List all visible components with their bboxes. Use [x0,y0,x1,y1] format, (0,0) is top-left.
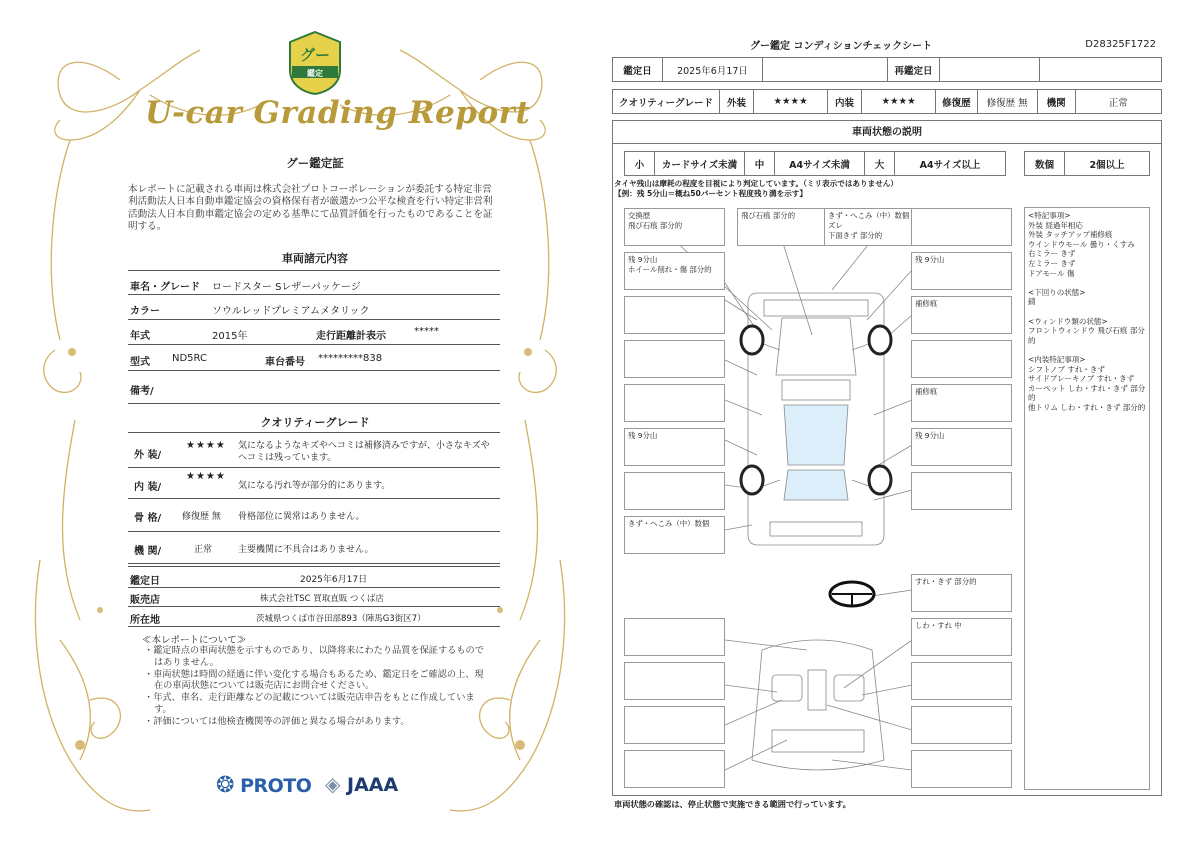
special-note: 外装 タッチアップ補修痕 [1028,230,1113,240]
window-notes [1028,317,1146,346]
address-row [128,607,500,627]
condition-box: 残 9分山 [911,428,1012,466]
interior-label: 内 装/ [134,482,162,493]
model-value: ND5RC [172,353,207,364]
repair-label: 修復歴 [936,90,978,114]
date-value: 2025年6月17日 [663,58,763,82]
windshield [784,405,848,465]
goo-kantei-emblem [286,30,344,96]
note-item: ・ 年式、車名、走行距離などの記載については販売店申告をもとに作成しています。 [144,692,489,716]
tire-note [614,179,898,199]
condition-box [911,340,1012,378]
special-note: ウインドウモール 曇り・くすみ [1028,239,1135,249]
year-label: 年式 [130,331,150,342]
steering-wheel-icon [830,582,874,606]
svg-text:グー: グー [299,46,331,64]
note-item: ・ 車両状態は時間の経過に伴い変化する場合もあるため、鑑定日をご確認の上、現在の車両状態については販売店にお問合せください。 [144,669,489,693]
sheet-title: グー鑑定 コンディションチェックシート [750,41,933,52]
proto-logo: ❂ PROTO [216,773,312,798]
inspection-date-label: 鑑定日 [130,576,160,587]
exterior-stars: ★★★★ [186,440,226,451]
inspection-date-row [128,566,500,588]
note-item: ・ 評価については他検査機関等の評価と異なる場合があります。 [144,716,489,728]
special-notes [1028,211,1146,278]
quality-grade-label: クオリティーグレード [613,90,720,114]
interior-notes-title: <内装特記事項> [1028,354,1086,364]
condition-box [624,706,725,744]
spec-section-title: 車両諸元内容 [282,252,348,265]
remarks-label: 備考/ [130,386,154,397]
engine-value: 正常 [1075,90,1161,114]
interior-note: シフトノブ すれ・きず [1028,364,1105,374]
dealer-label: 販売店 [130,595,160,606]
notes-title: ≪本レポートについて≫ [142,635,247,646]
condition-box: 交換歴 飛び石痕 部分的 [624,208,725,246]
quality-table [612,89,1162,114]
tire-front-left [741,326,763,354]
color-label: カラー [130,306,160,317]
notes-list [144,645,489,728]
size-large-desc: A4サイズ以上 [895,152,1006,176]
special-notes-title: <特記事項> [1028,211,1071,220]
frame-value: 修復歴 無 [182,512,221,522]
jaaa-logo-text: JAAA [347,774,399,796]
condition-box: きず・へこみ（中）数個 ズレ 下面きず 部分的 [824,208,925,246]
quality-row-engine [128,532,500,564]
chassis-value: *********838 [318,353,383,364]
chassis-label: 車台番号 [265,357,305,368]
spec-row-year [128,320,500,345]
engine-label: 機 関/ [134,546,162,557]
special-note: ドアモール 傷 [1028,268,1075,278]
tire-note-line: タイヤ残山は摩耗の程度を目視により判定しています。（ミリ表示ではありません） [614,179,898,188]
size-medium: 中 [745,152,775,176]
certificate-intro: 本レポートに記載される車両は株式会社プロトコーポレーションが委託する特定非営利活動法人日本自動車鑑定協会の資格保有者が厳選かつ公平な検査を行い特定非営利活動法人日本自動車鑑定協会の定める基準にて品質評価を行ったものであることを証明する。 [128,184,493,233]
under-note: 錆 [1028,297,1036,307]
condition-box [624,296,725,334]
certificate-subtitle: グー鑑定証 [286,156,344,170]
spec-row-remarks [128,371,500,404]
engine-text: 主要機関に不具合はありません。 [238,545,374,555]
exterior-label: 外装 [720,90,754,114]
tire-note-example: 【例：残 5分山＝概ね50パーセント程度残り溝を示す】 [614,189,807,198]
address-label: 所在地 [130,615,160,626]
interior-stars: ★★★★ [186,471,226,482]
tire-rear-right [869,466,891,494]
condition-box [911,472,1012,510]
size-small: 小 [625,152,655,176]
quality-row-frame [128,499,500,532]
year-value: 2015年 [212,331,248,342]
count-legend-table [1024,151,1150,176]
condition-box [624,750,725,788]
special-note: 右ミラー きず [1028,249,1076,259]
size-medium-desc: A4サイズ未満 [775,152,865,176]
under-notes [1028,288,1146,307]
spec-row-color [128,295,500,320]
emblem-text: 鑑定 [307,69,323,78]
size-legend-table [624,151,1006,176]
condition-box: しわ・すれ 中 [911,618,1012,656]
interior-notes [1028,355,1146,413]
special-note: 外装 経過年相応 [1028,220,1083,230]
jaaa-logo: ◈ JAAA [325,772,399,796]
condition-title: 車両状態の説明 [613,121,1161,144]
mileage-label: 走行距離計表示 [316,331,386,342]
condition-box: 飛び石痕 部分的 [737,208,838,246]
spec-row-name [128,270,500,295]
proto-logo-text: PROTO [240,775,312,797]
window-note: フロントウィンドウ 飛び石痕 部分的 [1028,326,1145,345]
exterior-label: 外 装/ [134,450,162,461]
remarks-panel [1024,207,1150,790]
dealer-row [128,588,500,607]
quality-section-title: クオリティーグレード [260,416,370,429]
condition-box [624,340,725,378]
dealer-value: 株式会社TSC 買取直販 つくば店 [260,594,384,604]
date-label: 鑑定日 [613,58,663,82]
condition-box: 補修痕 [911,296,1012,334]
date-table [612,57,1162,82]
size-small-desc: カードサイズ未満 [655,152,745,176]
condition-box [624,472,725,510]
count-label: 数個 [1025,152,1065,176]
report-script-title: U-car Grading Report [145,95,531,131]
window-notes-title: <ウィンドウ類の状態> [1028,316,1108,326]
under-notes-title: <下回りの状態> [1028,287,1086,297]
count-desc: 2個以上 [1065,152,1150,176]
frame-label: 骨 格/ [134,513,162,524]
condition-box [911,706,1012,744]
exterior-stars: ★★★★ [754,90,828,114]
special-note: 左ミラー きず [1028,258,1076,268]
engine-label: 機関 [1037,90,1075,114]
condition-box: すれ・きず 部分的 [911,574,1012,612]
frame-text: 骨格部位に異常はありません。 [238,512,365,522]
reinspect-label: 再鑑定日 [888,58,940,82]
condition-box: 残 9分山 ホイール削れ・傷 部分的 [624,252,725,290]
condition-box [911,208,1012,246]
tire-rear-left [741,466,763,494]
size-large: 大 [865,152,895,176]
interior-note: カーペット しわ・すれ・きず 部分的 [1028,383,1146,403]
color-value: ソウルレッドプレミアムメタリック [212,306,370,317]
condition-check-sheet [600,0,1200,848]
quality-row-interior [128,468,500,499]
sheet-id: D28325F1722 [1085,39,1156,50]
interior-note: 他トリム しわ・すれ・きず 部分的 [1028,402,1146,412]
reinspect-blank [1040,58,1162,82]
condition-box [624,618,725,656]
spec-row-model [128,345,500,371]
name-label: 車名・グレード [130,282,200,293]
tire-front-right [869,326,891,354]
repair-value: 修復歴 無 [977,90,1037,114]
address-value: 茨城県つくば市谷田部893（陣馬G3街区7） [256,614,426,624]
inspection-date-value: 2025年6月17日 [300,575,368,585]
mileage-value: ***** [414,326,439,337]
interior-label: 内装 [828,90,862,114]
condition-box [624,662,725,700]
reinspect-value [940,58,1040,82]
condition-box: 残 9分山 [911,252,1012,290]
engine-value: 正常 [194,545,213,555]
exterior-text: 気になるようなキズやヘコミは補修済みですが、小さなキズやヘコミは残っています。 [238,441,490,463]
quality-row-exterior [128,432,500,468]
sheet-footer-note: 車両状態の確認は、停止状態で実施できる範囲で行っています。 [614,799,851,809]
date-blank [763,58,888,82]
condition-box: 残 9分山 [624,428,725,466]
interior-note: サイドブレーキノブ すれ・きず [1028,374,1135,384]
name-value: ロードスター Sレザーパッケージ [212,282,361,293]
condition-box [911,750,1012,788]
condition-box [911,662,1012,700]
interior-stars: ★★★★ [862,90,936,114]
condition-box [624,384,725,422]
model-label: 型式 [130,357,150,368]
interior-text: 気になる汚れ等が部分的にあります。 [238,481,391,491]
condition-box: 補修痕 [911,384,1012,422]
note-item: ・ 鑑定時点の車両状態を示すものであり、以降将来にわたり品質を保証するものではありません。 [144,645,489,669]
condition-box: きず・へこみ（中）数個 [624,516,725,554]
